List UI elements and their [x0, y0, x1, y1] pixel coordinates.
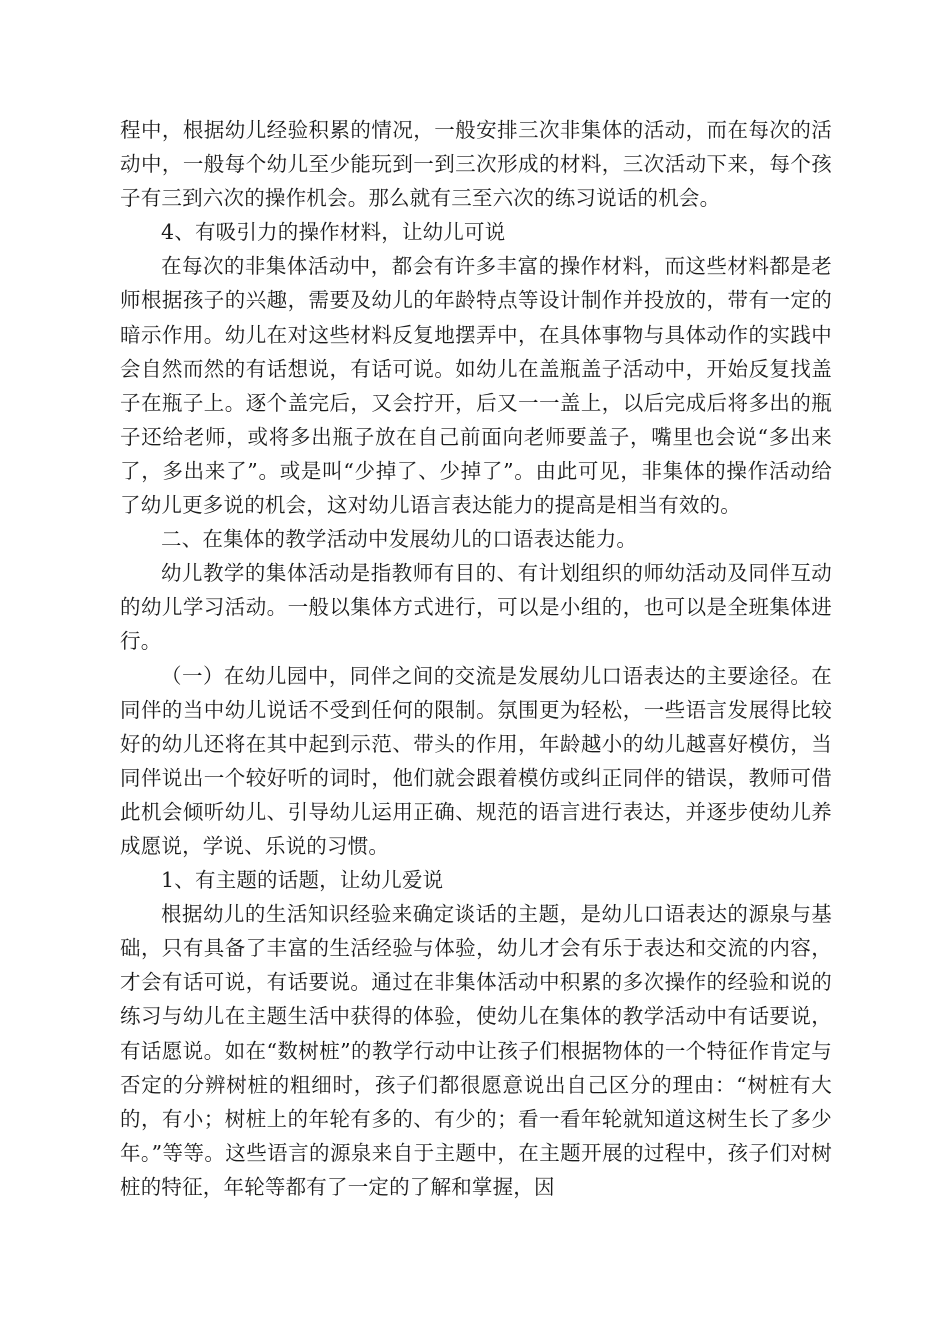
paragraph-collective-definition: 幼儿教学的集体活动是指教师有目的、有计划组织的师幼活动及同伴互动的幼儿学习活动。一般以集体方式进行，可以是小组的，也可以是全班集体进行。 — [120, 561, 832, 654]
section-heading-themed-topics: 1、有主题的话题，让幼儿爱说 — [161, 868, 444, 893]
section-heading-attractive-materials: 4、有吸引力的操作材料，让幼儿可说 — [161, 220, 506, 245]
document-page — [120, 113, 832, 1204]
paragraph-materials: 在每次的非集体活动中，都会有许多丰富的操作材料，而这些材料都是老师根据孩子的兴趣，需要及幼儿的年龄特点等设计制作并投放的，带有一定的暗示作用。幼儿在对这些材料反复地摆弄中，在具体事物与具体动作的实践中会自然而然的有话想说，有话可说。如幼儿在盖瓶盖子活动中，开始反复找盖子在瓶子上。逐个盖完后，又会拧开，后又一一盖上，以后完成后将多出的瓶子还给老师，或将多出瓶子放在自己前面向老师要盖子，嘴里也会说“多出来了，多出来了”。或是叫“少掉了、少掉了”。由此可见，非集体的操作活动给了幼儿更多说的机会，这对幼儿语言表达能力的提高是相当有效的。 — [120, 254, 832, 518]
section-heading-collective-activities: 二、在集体的教学活动中发展幼儿的口语表达能力。 — [161, 527, 638, 552]
paragraph-themed-topics: 根据幼儿的生活知识经验来确定谈话的主题，是幼儿口语表达的源泉与基础，只有具备了丰富的生活经验与体验，幼儿才会有乐于表达和交流的内容，才会有话可说，有话要说。通过在非集体活动中积累的多次操作的经验和说的练习与幼儿在主题生活中获得的体验，使幼儿在集体的教学活动中有话要说，有话愿说。如在“数树桩”的教学行动中让孩子们根据物体的一个特征作肯定与否定的分辨树桩的粗细时，孩子们都很愿意说出自己区分的理由：“树桩有大的，有小；树桩上的年轮有多的、有少的；看一看年轮就知道这树生长了多少年。”等等。这些语言的源泉来自于主题中，在主题开展的过程中，孩子们对树桩的特征，年轮等都有了一定的了解和掌握，因 — [120, 902, 832, 1199]
paragraph-continuation: 程中，根据幼儿经验积累的情况，一般安排三次非集体的活动，而在每次的活动中，一般每个幼儿至少能玩到一到三次形成的材料，三次活动下来，每个孩子有三到六次的操作机会。那么就有三至六次的练习说话的机会。 — [120, 118, 832, 211]
paragraph-peer-communication: （一）在幼儿园中，同伴之间的交流是发展幼儿口语表达的主要途径。在同伴的当中幼儿说话不受到任何的限制。氛围更为轻松，一些语言发展得比较好的幼儿还将在其中起到示范、带头的作用，年龄越小的幼儿越喜好模仿，当同伴说出一个较好听的词时，他们就会跟着模仿或纠正同伴的错误，教师可借此机会倾听幼儿、引导幼儿运用正确、规范的语言进行表达，并逐步使幼儿养成愿说，学说、乐说的习惯。 — [120, 663, 832, 858]
